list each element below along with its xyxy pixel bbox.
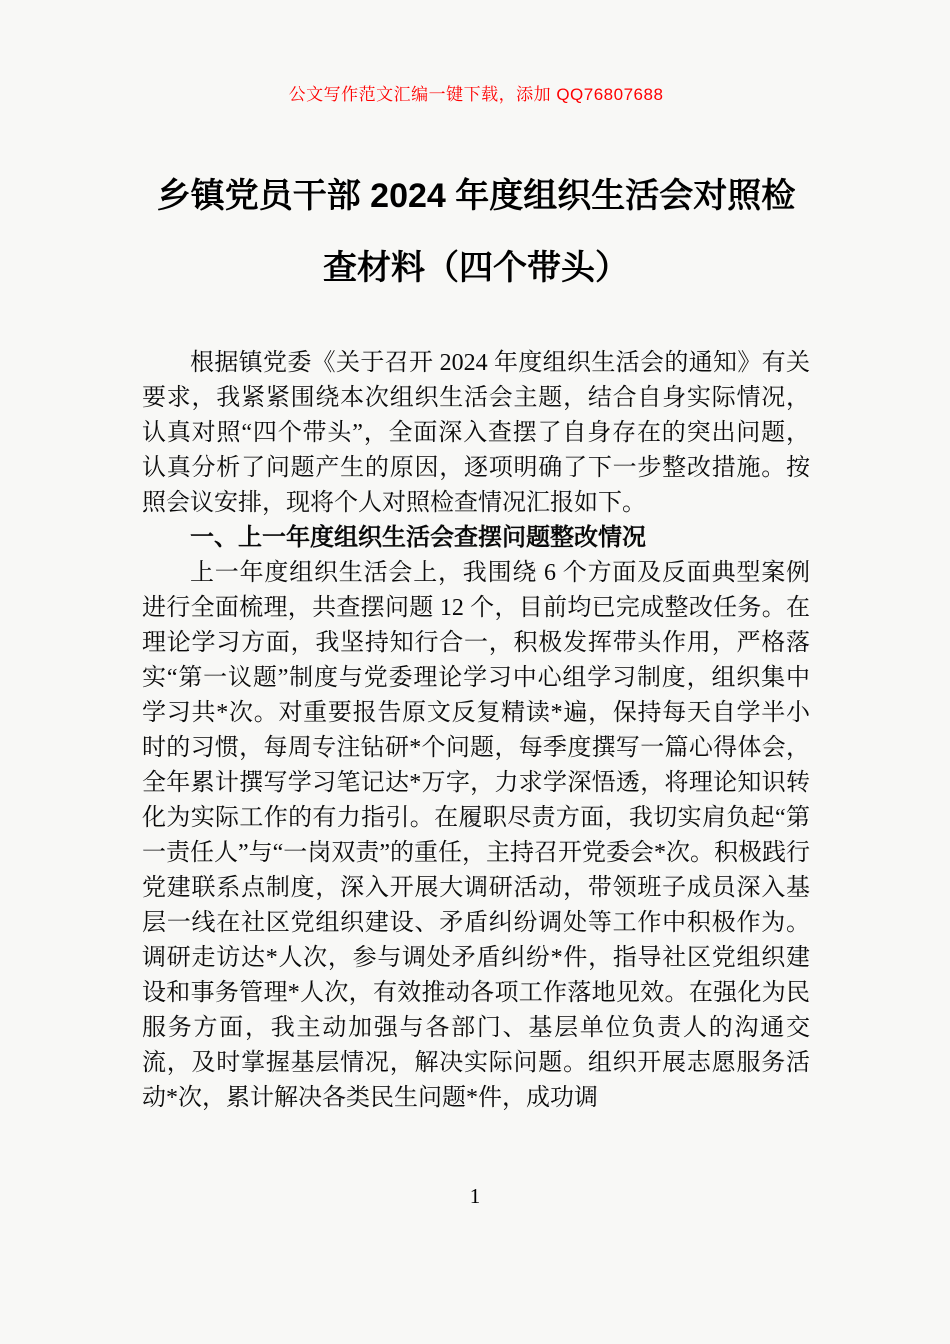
paragraph: 根据镇党委《关于召开 2024 年度组织生活会的通知》有关要求，我紧紧围绕本次组织生活会主题，结合自身实际情况，认真对照“四个带头”，全面深入查摆了自身存在的突出问题，认真分析了问题产生的原因，逐项明确了下一步整改措施。按照会议安排，现将个人对照检查情况汇报如下。 — [142, 350, 810, 516]
paragraph: 上一年度组织生活会上，我围绕 6 个方面及反面典型案例进行全面梳理，共查摆问题 12 个，目前均已完成整改任务。在理论学习方面，我坚持知行合一，积极发挥带头作用，严格落实“第一议题”制度与党委理论学习中心组学习制度，组织集中学习共*次。对重要报告原文反复精读*遍，保持每天自学半小时的习惯，每周专注钻研*个问题，每季度撰写一篇心得体会，全年累计撰写学习笔记达*万字，力求学深悟透，将理论知识转化为实际工作的有力指引。在履职尽责方面，我切实肩负起“第一责任人”与“一岗双责”的重任，主持召开党委会*次。积极践行党建联系点制度，深入开展大调研活动，带领班子成员深入基层一线在社区党组织建设、矛盾纠纷调处等工作中积极作为。调研走访达*人次，参与调处矛盾纠纷*件，指导社区党组织建设和事务管理*人次，有效推动各项工作落地见效。在强化为民服务方面，我主动加强与各部门、基层单位负责人的沟通交流，及时掌握基层情况，解决实际问题。组织开展志愿服务活动*次，累计解决各类民生问题*件，成功调 — [142, 560, 810, 1111]
page-number: 1 — [469, 1184, 481, 1208]
promo-banner: 公文写作范文汇编一键下载，添加 QQ76807688 — [288, 85, 664, 104]
document-title — [142, 160, 810, 304]
title-line-1: 乡镇党员干部 2024 年度组织生活会对照检 — [156, 177, 796, 215]
document-body — [142, 346, 810, 1116]
title-line-2: 查材料（四个带头） — [323, 249, 629, 287]
paragraph: 一、上一年度组织生活会查摆问题整改情况 — [190, 525, 646, 551]
